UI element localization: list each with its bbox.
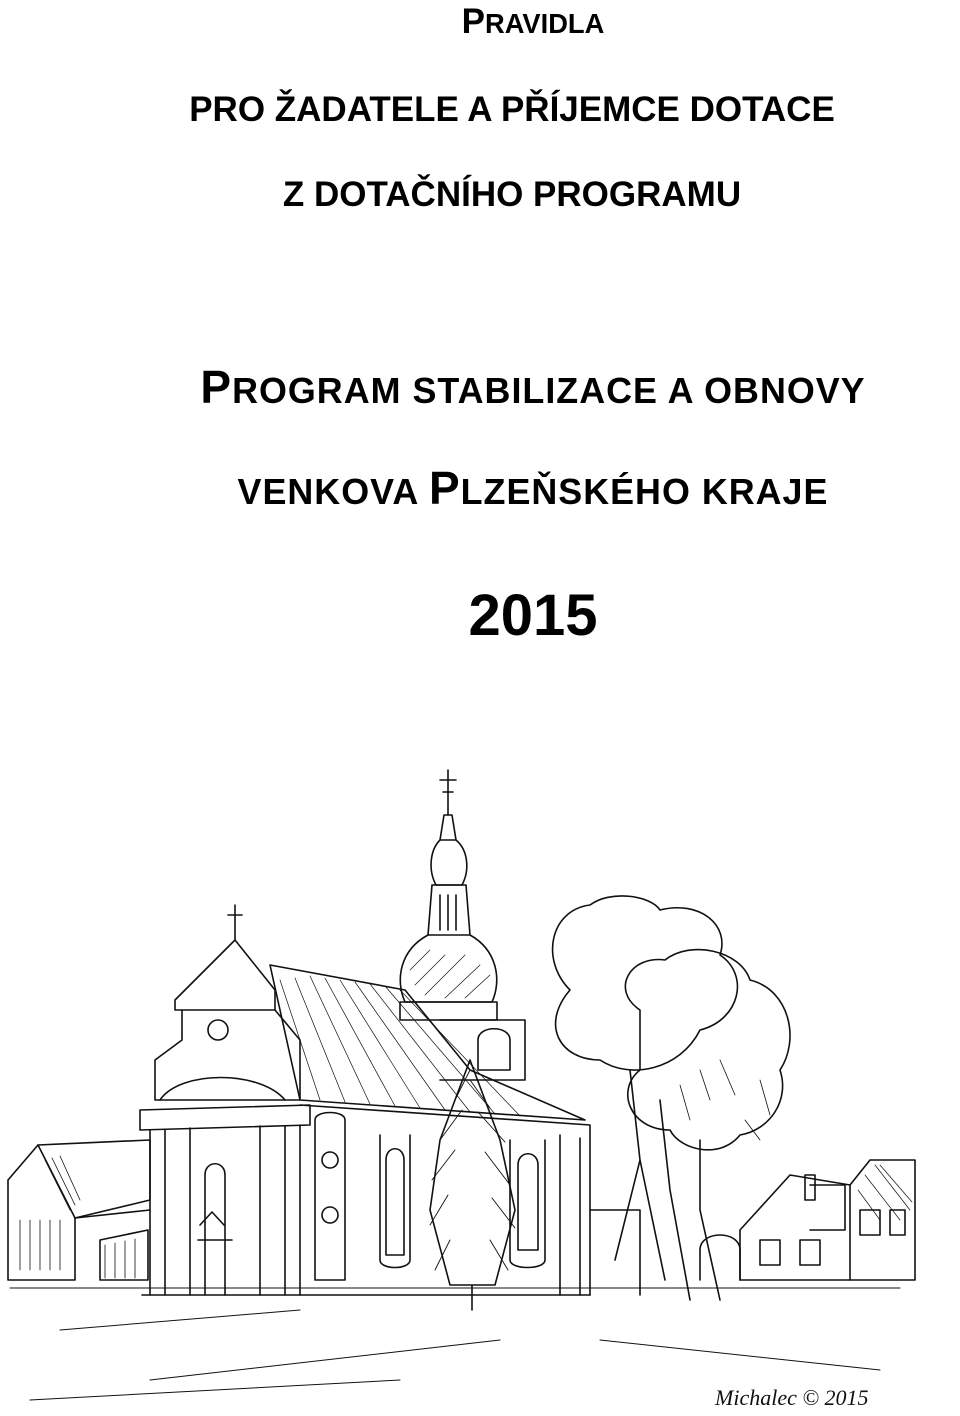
right-houses	[700, 1160, 915, 1280]
church-village-illustration	[0, 740, 960, 1416]
left-houses	[8, 1140, 150, 1280]
region-initial: P	[428, 462, 461, 514]
ground-lines	[10, 1288, 900, 1400]
deciduous-trees	[553, 896, 790, 1300]
region-rest: LZEŇSKÉHO KRAJE	[460, 472, 829, 512]
document-title	[53, 2, 960, 42]
church-tower	[400, 770, 525, 1080]
title-initial: P	[461, 2, 486, 41]
subtitle-line-applicants: PRO ŽADATELE A PŘÍJEMCE DOTACE	[189, 90, 835, 129]
program-initial: P	[200, 361, 233, 413]
region-part1: VENKOVA	[237, 472, 429, 512]
church-nave	[300, 1105, 640, 1295]
program-name-line2	[53, 461, 960, 515]
program-name-line1	[53, 360, 960, 414]
artist-signature: Michalec © 2015	[715, 1385, 869, 1410]
program-rest: ROGRAM STABILIZACE A OBNOVY	[232, 371, 866, 411]
subtitle-line-program: Z DOTAČNÍHO PROGRAMU	[282, 175, 742, 214]
year: 2015	[468, 583, 598, 648]
church-facade	[140, 905, 590, 1295]
title-rest: RAVIDLA	[485, 8, 605, 39]
church-roof	[270, 965, 585, 1120]
